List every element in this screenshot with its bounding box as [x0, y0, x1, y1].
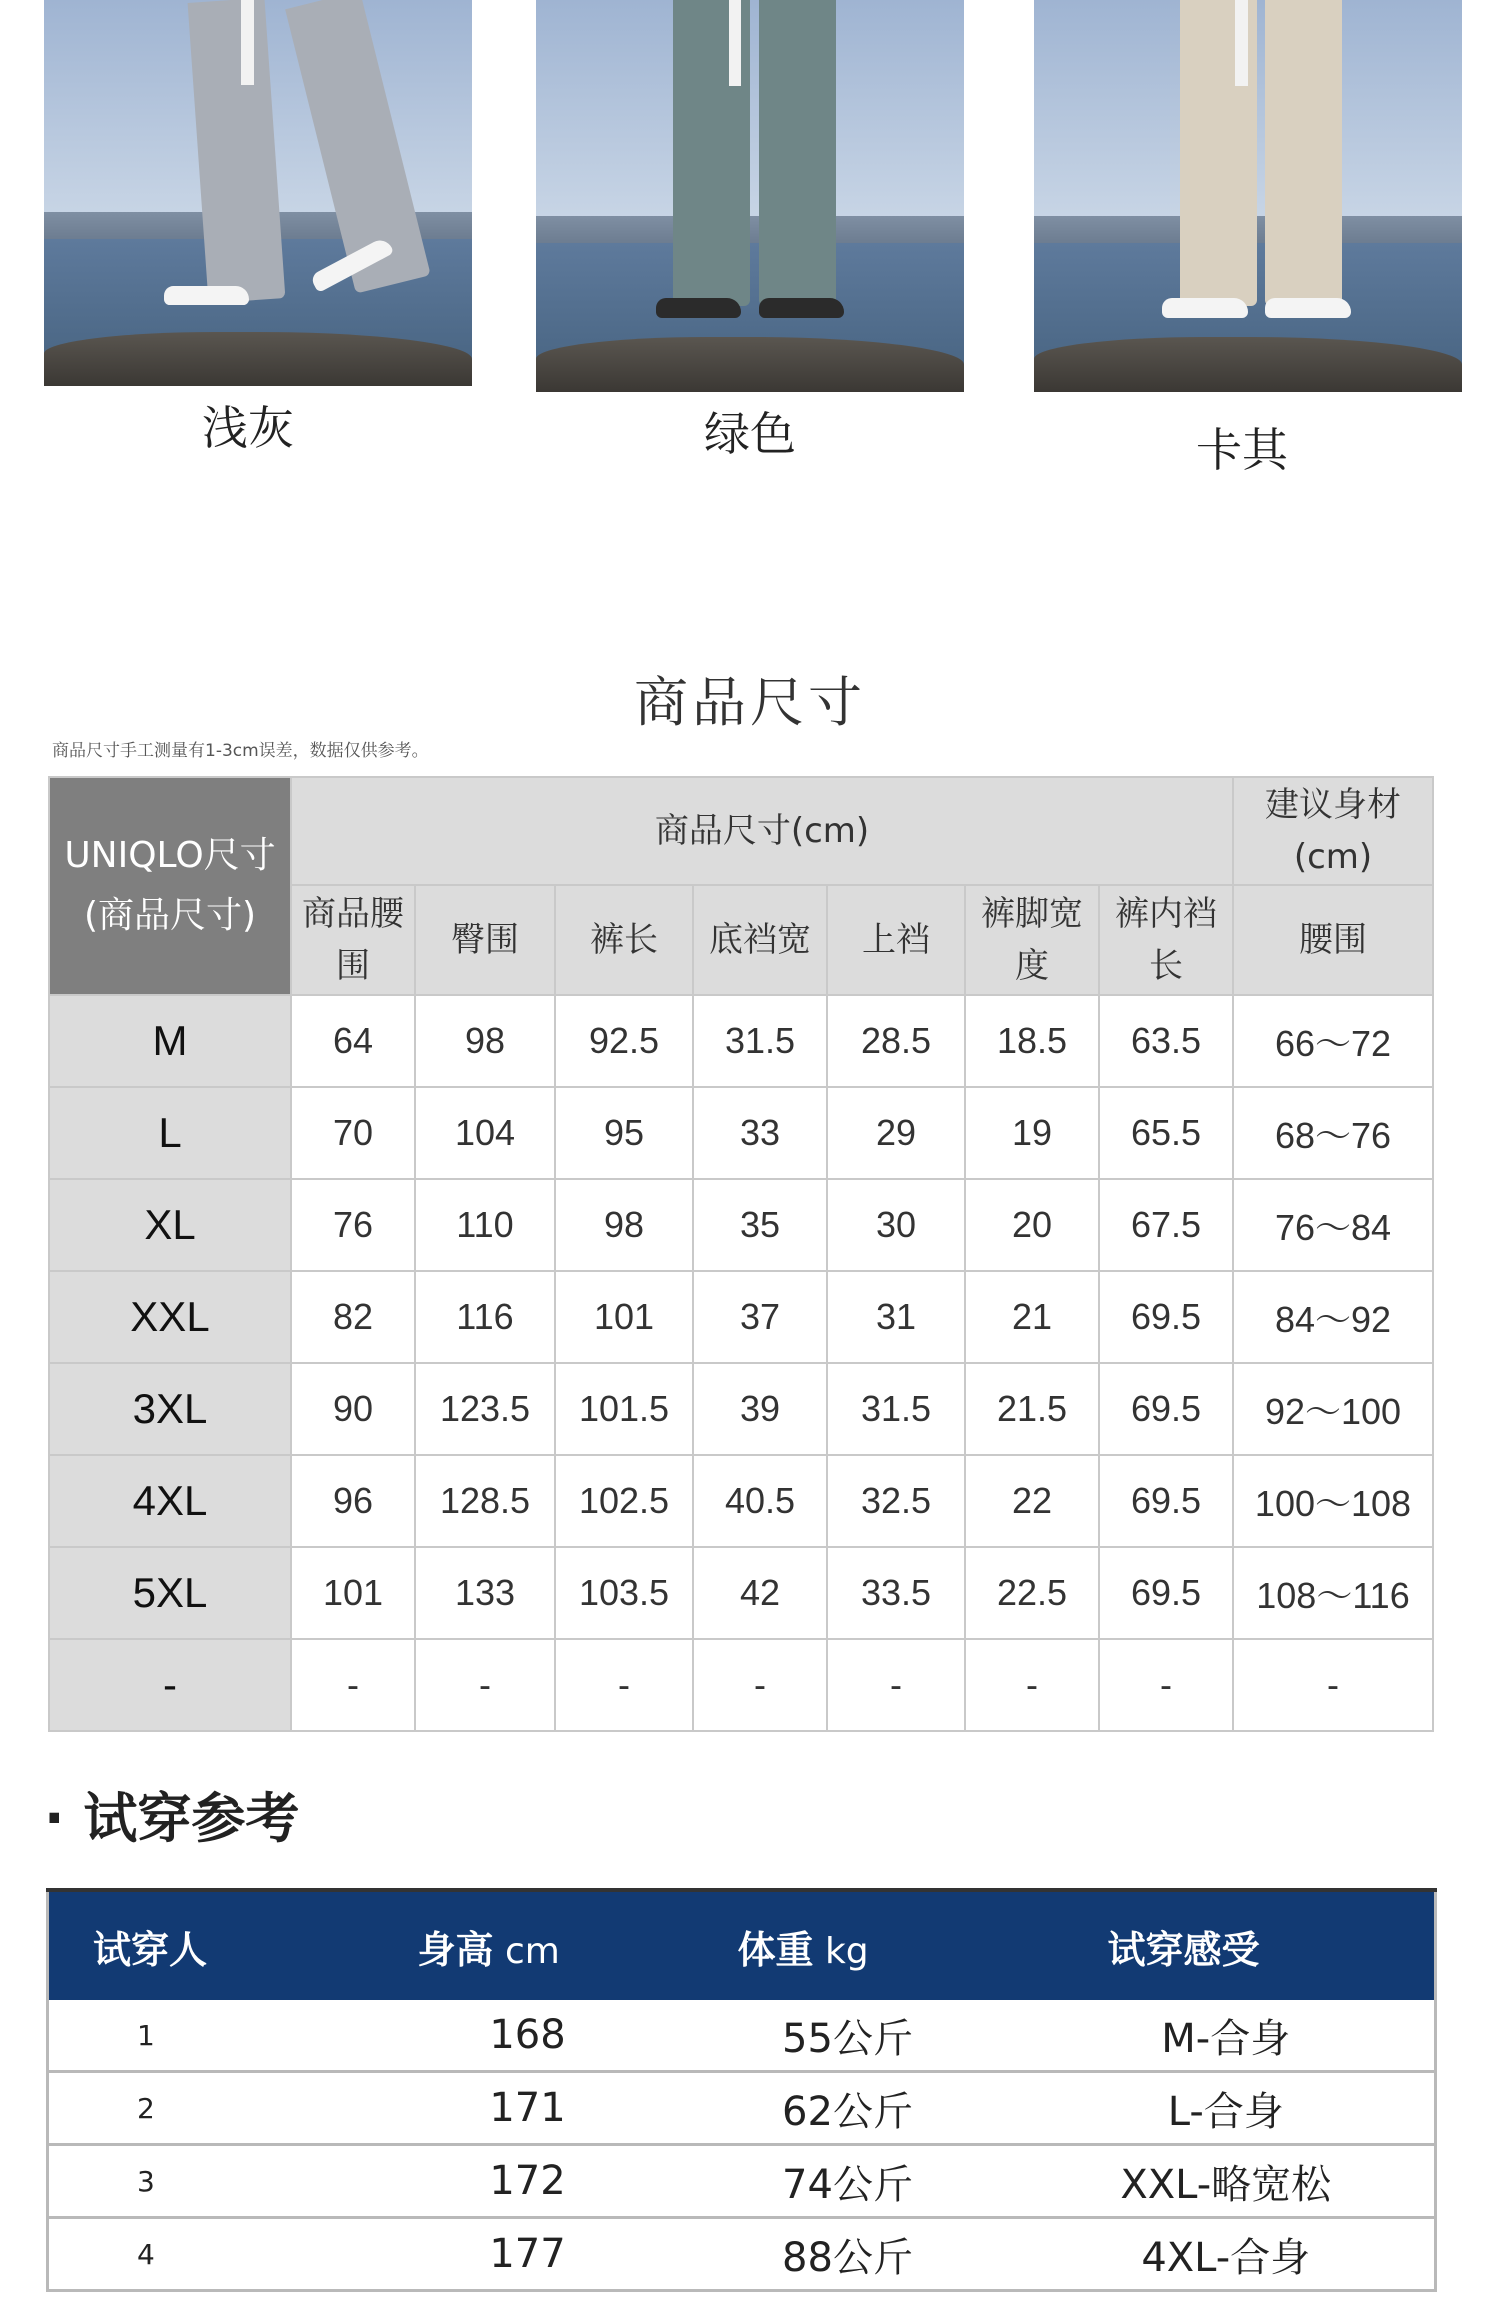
- try-person-id: 4: [48, 2218, 378, 2291]
- try-person-id: 2: [48, 2072, 378, 2145]
- col-header: 商品腰 围: [291, 885, 415, 995]
- col-header: 腰围: [1233, 885, 1433, 995]
- size-cell: 84～92: [1233, 1271, 1433, 1363]
- size-cell: 21.5: [965, 1363, 1099, 1455]
- try-header-fit: 试穿感受: [1018, 1890, 1436, 2000]
- size-label: 4XL: [49, 1455, 291, 1547]
- try-person-id: 1: [48, 2000, 378, 2072]
- col-header: 裤长: [555, 885, 693, 995]
- size-cell: 30: [827, 1179, 965, 1271]
- size-cell: 69.5: [1099, 1271, 1233, 1363]
- col-header: 裤脚宽 度: [965, 885, 1099, 995]
- size-label: XL: [49, 1179, 291, 1271]
- try-weight: 55公斤: [678, 2000, 1018, 2072]
- size-cell: 22.5: [965, 1547, 1099, 1639]
- size-cell: 65.5: [1099, 1087, 1233, 1179]
- try-height: 172: [378, 2145, 678, 2218]
- size-cell: 92～100: [1233, 1363, 1433, 1455]
- try-weight: 74公斤: [678, 2145, 1018, 2218]
- size-cell: -: [1099, 1639, 1233, 1731]
- size-label: XXL: [49, 1271, 291, 1363]
- size-cell: -: [965, 1639, 1099, 1731]
- try-fit: M-合身: [1018, 2000, 1436, 2072]
- size-cell: 64: [291, 995, 415, 1087]
- size-cell: 31.5: [693, 995, 827, 1087]
- size-row: [49, 1087, 1433, 1179]
- size-cell: 69.5: [1099, 1547, 1233, 1639]
- size-cell: 31: [827, 1271, 965, 1363]
- size-group-header: 商品尺寸(cm): [291, 777, 1233, 885]
- size-cell: 123.5: [415, 1363, 555, 1455]
- measurement-note: 商品尺寸手工测量有1-3cm误差，数据仅供参考。: [52, 741, 429, 761]
- size-cell: 90: [291, 1363, 415, 1455]
- size-corner-header: UNIQLO尺寸 (商品尺寸): [49, 777, 291, 995]
- size-cell: 76～84: [1233, 1179, 1433, 1271]
- size-cell: 28.5: [827, 995, 965, 1087]
- size-label: L: [49, 1087, 291, 1179]
- size-cell: 69.5: [1099, 1455, 1233, 1547]
- try-on-row: [48, 2072, 1436, 2145]
- size-row: [49, 1639, 1433, 1731]
- try-on-row: [48, 2000, 1436, 2072]
- size-row: [49, 1455, 1433, 1547]
- size-cell: 100～108: [1233, 1455, 1433, 1547]
- col-header: 裤内裆 长: [1099, 885, 1233, 995]
- color-caption-1: 浅灰: [202, 401, 294, 455]
- try-weight: 62公斤: [678, 2072, 1018, 2145]
- size-cell: 40.5: [693, 1455, 827, 1547]
- size-cell: 133: [415, 1547, 555, 1639]
- size-row: [49, 1547, 1433, 1639]
- try-fit: L-合身: [1018, 2072, 1436, 2145]
- size-cell: 19: [965, 1087, 1099, 1179]
- size-cell: 76: [291, 1179, 415, 1271]
- size-cell: 18.5: [965, 995, 1099, 1087]
- size-cell: 108～116: [1233, 1547, 1433, 1639]
- size-cell: 63.5: [1099, 995, 1233, 1087]
- size-cell: -: [693, 1639, 827, 1731]
- size-row: [49, 995, 1433, 1087]
- col-header: 上裆: [827, 885, 965, 995]
- size-cell: -: [827, 1639, 965, 1731]
- size-cell: 22: [965, 1455, 1099, 1547]
- size-cell: 92.5: [555, 995, 693, 1087]
- try-fit: XXL-略宽松: [1018, 2145, 1436, 2218]
- col-header: 臀围: [415, 885, 555, 995]
- size-label: M: [49, 995, 291, 1087]
- size-cell: 82: [291, 1271, 415, 1363]
- size-table: [48, 776, 1434, 1732]
- size-cell: 69.5: [1099, 1363, 1233, 1455]
- size-row: [49, 1363, 1433, 1455]
- size-cell: 101.5: [555, 1363, 693, 1455]
- size-cell: 67.5: [1099, 1179, 1233, 1271]
- try-header-height: 身高 cm: [378, 1890, 678, 2000]
- size-row: [49, 1271, 1433, 1363]
- try-fit: 4XL-合身: [1018, 2218, 1436, 2291]
- try-weight: 88公斤: [678, 2218, 1018, 2291]
- size-cell: 101: [291, 1547, 415, 1639]
- size-cell: 39: [693, 1363, 827, 1455]
- size-section-title: 商品尺寸: [634, 671, 866, 734]
- size-cell: 95: [555, 1087, 693, 1179]
- try-header-person: 试穿人: [48, 1890, 378, 2000]
- size-cell: 116: [415, 1271, 555, 1363]
- try-height: 168: [378, 2000, 678, 2072]
- size-cell: 20: [965, 1179, 1099, 1271]
- size-label: 3XL: [49, 1363, 291, 1455]
- size-cell: 42: [693, 1547, 827, 1639]
- try-on-table: [46, 1888, 1437, 2292]
- product-photo-green[interactable]: [536, 0, 964, 392]
- size-cell: 102.5: [555, 1455, 693, 1547]
- size-cell: 32.5: [827, 1455, 965, 1547]
- size-cell: 29: [827, 1087, 965, 1179]
- try-header-weight: 体重 kg: [678, 1890, 1018, 2000]
- product-photo-light-grey[interactable]: [44, 0, 472, 386]
- size-cell: 37: [693, 1271, 827, 1363]
- size-cell: 70: [291, 1087, 415, 1179]
- size-cell: 68～76: [1233, 1087, 1433, 1179]
- size-cell: 128.5: [415, 1455, 555, 1547]
- size-cell: -: [415, 1639, 555, 1731]
- size-cell: 110: [415, 1179, 555, 1271]
- size-cell: 33: [693, 1087, 827, 1179]
- try-on-title: · 试穿参考: [44, 1787, 300, 1850]
- size-cell: 103.5: [555, 1547, 693, 1639]
- try-height: 171: [378, 2072, 678, 2145]
- try-on-row: [48, 2218, 1436, 2291]
- try-on-row: [48, 2145, 1436, 2218]
- suggest-header: 建议身材 (cm): [1233, 777, 1433, 885]
- size-cell: 66～72: [1233, 995, 1433, 1087]
- color-caption-2: 绿色: [704, 407, 796, 461]
- size-cell: 33.5: [827, 1547, 965, 1639]
- size-cell: 101: [555, 1271, 693, 1363]
- size-cell: -: [555, 1639, 693, 1731]
- color-caption-3: 卡其: [1196, 423, 1288, 477]
- try-height: 177: [378, 2218, 678, 2291]
- size-cell: 31.5: [827, 1363, 965, 1455]
- size-cell: 104: [415, 1087, 555, 1179]
- size-cell: -: [291, 1639, 415, 1731]
- size-cell: 96: [291, 1455, 415, 1547]
- size-label: 5XL: [49, 1547, 291, 1639]
- size-cell: 21: [965, 1271, 1099, 1363]
- size-row: [49, 1179, 1433, 1271]
- size-label: -: [49, 1639, 291, 1731]
- size-cell: 98: [415, 995, 555, 1087]
- size-cell: -: [1233, 1639, 1433, 1731]
- size-cell: 98: [555, 1179, 693, 1271]
- col-header: 底裆宽: [693, 885, 827, 995]
- size-cell: 35: [693, 1179, 827, 1271]
- product-photo-khaki[interactable]: [1034, 0, 1462, 392]
- try-person-id: 3: [48, 2145, 378, 2218]
